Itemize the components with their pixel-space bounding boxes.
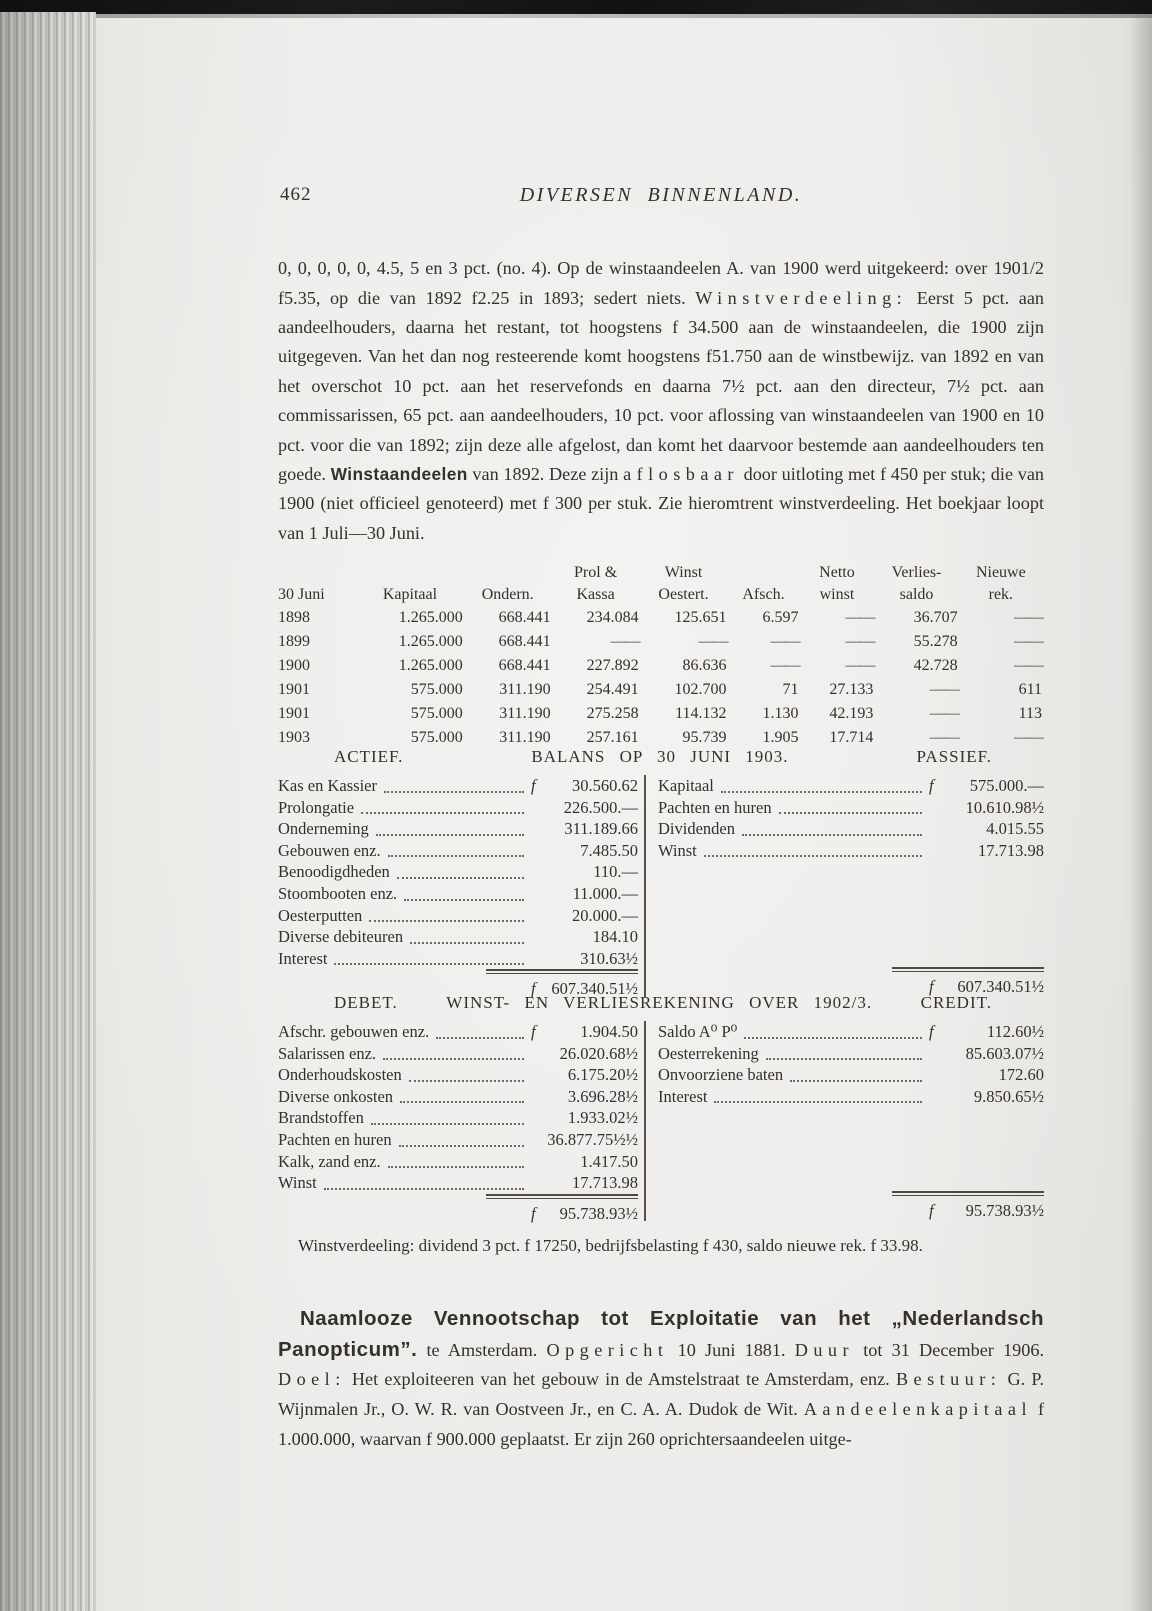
- account-label: Kapitaal: [658, 776, 714, 795]
- dot-leader: [399, 1145, 524, 1147]
- actief-heading: ACTIEF.: [334, 747, 404, 766]
- text-segment: te Amsterdam.: [417, 1339, 547, 1360]
- table-header-cell: [728, 562, 800, 584]
- currency-florin: f: [531, 1022, 536, 1041]
- text-segment: Aandeelenkapitaal: [803, 1398, 1032, 1419]
- table-cell: 234.084: [586, 609, 639, 626]
- dot-leader: [744, 1037, 922, 1039]
- account-label: Prolongatie: [278, 797, 355, 817]
- actief-total-value: 607.340.51½: [551, 979, 638, 999]
- dot-leader: [371, 1123, 524, 1125]
- account-value: 26.020.68½: [559, 1043, 638, 1063]
- table-header-row-bottom: [278, 584, 1044, 606]
- credit-total-value: 95.738.93½: [965, 1201, 1044, 1220]
- table-header-cell: saldo: [899, 586, 934, 603]
- account-label: Onderneming: [278, 819, 369, 839]
- account-label: Winst: [278, 1173, 317, 1193]
- account-label: Saldo A⁰ P⁰: [658, 1022, 738, 1041]
- currency-florin: f: [929, 776, 934, 795]
- table-cell: 668.441: [498, 633, 551, 650]
- table-header-cell: Winst: [664, 564, 703, 581]
- table-header-cell: Kapitaal: [382, 586, 438, 603]
- account-value: 10.610.98½: [965, 797, 1044, 817]
- table-cell: 114.132: [675, 705, 727, 722]
- total-rule: [486, 969, 638, 974]
- table-cell: 42.193: [829, 705, 874, 722]
- masthead: [278, 184, 1044, 214]
- text-segment: door uitloting met f 450 per stuk; die van 1900 (niet officieel genoteerd) met f 300 per stuk. Zie hieromtrent winstverdeeling. Het boekjaar loopt van 1 Juli—30 Juni.: [278, 464, 1044, 543]
- credit-heading: CREDIT.: [920, 993, 992, 1012]
- dot-leader: [397, 877, 524, 879]
- dot-leader: [742, 834, 922, 836]
- account-row: [658, 1064, 1044, 1086]
- table-cell: 125.651: [674, 609, 727, 626]
- account-row: [278, 818, 638, 840]
- dot-leader: [361, 812, 524, 814]
- table-header-cell: Nieuwe: [975, 564, 1026, 581]
- account-row: [278, 840, 638, 862]
- table-row: [278, 630, 1044, 654]
- account-value: 17.713.98: [572, 1173, 638, 1193]
- table-cell: 254.491: [586, 681, 639, 698]
- table-cell: 102.700: [674, 681, 727, 698]
- table-cell: ——: [929, 681, 958, 698]
- dot-leader: [409, 1080, 524, 1082]
- table-cell: 1.130: [762, 705, 799, 722]
- account-row: [278, 883, 638, 905]
- account-label: Pachten en huren: [278, 1129, 392, 1149]
- table-cell: ——: [845, 657, 874, 674]
- dot-leader: [388, 855, 524, 857]
- account-value: 20.000.—: [572, 905, 638, 925]
- dot-leader: [721, 791, 922, 793]
- account-value: 3.696.28½: [567, 1086, 638, 1106]
- account-row: [278, 1129, 638, 1151]
- account-row: [278, 1043, 638, 1065]
- profit-loss-body: [278, 1021, 1044, 1221]
- table-cell: ——: [610, 633, 639, 650]
- table-header-cell: rek.: [988, 586, 1014, 603]
- table-cell: 575.000: [410, 729, 463, 746]
- table-cell: 1.265.000: [398, 657, 463, 674]
- credit-total: [658, 1191, 1044, 1221]
- dot-leader: [376, 834, 524, 836]
- dot-leader: [790, 1080, 922, 1082]
- account-label: Gebouwen enz.: [278, 840, 381, 860]
- currency-florin: f: [531, 1203, 536, 1223]
- account-value: 9.850.65½: [973, 1086, 1044, 1106]
- account-row: [278, 797, 638, 819]
- account-row: [658, 818, 1044, 840]
- table-row: [278, 678, 1044, 702]
- table-cell: 611: [1018, 681, 1042, 698]
- account-value: 6.175.20½: [567, 1065, 638, 1085]
- credit-column: [644, 1021, 1044, 1221]
- account-row: [658, 1021, 1044, 1043]
- table-cell: 575.000: [410, 705, 463, 722]
- debet-total: [278, 1194, 638, 1224]
- account-value: 7.485.50: [580, 840, 638, 860]
- table-row: [278, 654, 1044, 678]
- account-row: [658, 1043, 1044, 1065]
- table-cell: 1901: [278, 681, 310, 698]
- account-value: 310.63½: [580, 948, 638, 968]
- account-row: [278, 775, 638, 797]
- text-segment: 0, 0, 0, 0, 0, 4.5, 5 en 3 pct. (no. 4). Op de winstaandeelen A. van 1900 werd uitgekeerd: over 1901/2 f5.35, op die van 1892 f2.25 in 1893; sedert niets.: [278, 258, 1044, 308]
- account-row: [278, 1086, 638, 1108]
- table-cell: 1898: [278, 609, 310, 626]
- table-cell: ——: [1014, 657, 1042, 674]
- account-value: 11.000.—: [572, 883, 638, 903]
- page-number: 462: [280, 184, 312, 205]
- dot-leader: [384, 791, 524, 793]
- total-rule: [892, 1191, 1044, 1196]
- account-label: Oesterputten: [278, 905, 363, 925]
- passief-heading: PASSIEF.: [916, 747, 992, 766]
- account-value: 4.015.55: [986, 819, 1044, 839]
- total-rule: [486, 1194, 638, 1199]
- account-value: 226.500.—: [563, 797, 638, 817]
- account-row: [658, 840, 1044, 862]
- account-value: 30.560.62: [572, 776, 638, 795]
- dot-leader: [404, 899, 524, 901]
- table-cell: 227.892: [586, 657, 639, 674]
- text-segment: van 1892. Deze zijn: [467, 464, 624, 485]
- balance-body: [278, 775, 1044, 997]
- text-segment: f 1.000.000, waarvan f 900.000 geplaatst. Er zijn 260 oprichtersaandeelen uitge-: [278, 1398, 1044, 1449]
- table-header-cell: [465, 562, 553, 584]
- table-header-cell: winst: [819, 586, 855, 603]
- text-segment: Eerst 5 pct. aan aandeelhouders, daarna het restant, tot hoogstens f 34.500 aan de winstaandeelen, die 1900 zijn uitgegeven. Van het dan nog resteerende komt hoogstens f51.750 aan de winstbewijz. van 1892 en van het overschot 10 pct. aan het reservefonds en daarna 7½ pct. aan den directeur, 7½ pct. aan commissarissen, 65 pct. aan aandeelhouders, 10 pct. voor aflossing van winstaandeelen van 1900 en 10 pct. voor die van 1892; zijn deze alle afgelost, dan komt het daarvoor bestemde aan aandeelhouders ten goede.: [278, 287, 1045, 485]
- table-cell: ——: [770, 633, 799, 650]
- text-segment: Winstaandeelen: [330, 464, 468, 485]
- table-header-cell: Netto: [819, 564, 855, 581]
- table-cell: 42.728: [913, 657, 958, 674]
- text-segment: aflosbaar: [623, 464, 739, 485]
- actief-column: [278, 775, 644, 997]
- table-cell: ——: [1014, 633, 1042, 650]
- table-cell: 311.190: [499, 729, 551, 746]
- dot-leader: [324, 1188, 524, 1190]
- text-segment: Naamlooze Vennootschap tot Exploitatie van het „Nederlandsch Panopticum”.: [278, 1307, 1044, 1361]
- account-row: [658, 775, 1044, 797]
- debet-heading: DEBET.: [334, 993, 398, 1012]
- page-title: DIVERSEN BINNENLAND.: [519, 184, 803, 206]
- credit-rows: [658, 1021, 1044, 1107]
- table-header-cell: 30 Juni: [278, 586, 325, 603]
- table-header-cell: Ondern.: [481, 586, 534, 603]
- text-segment: Bestuur:: [895, 1369, 1002, 1390]
- table-row: [278, 606, 1044, 630]
- company-paragraph: [278, 1304, 1044, 1454]
- page-right-edge-shadow: [1130, 14, 1152, 1611]
- table-cell: ——: [698, 633, 727, 650]
- table-cell: 27.133: [829, 681, 874, 698]
- account-label: Pachten en huren: [658, 797, 772, 817]
- text-segment: tot 31 December 1906.: [854, 1339, 1044, 1360]
- account-value: 17.713.98: [978, 840, 1044, 860]
- passief-rows: [658, 775, 1044, 861]
- table-cell: 36.707: [913, 609, 958, 626]
- account-row: [658, 797, 1044, 819]
- table-cell: 668.441: [498, 609, 551, 626]
- dot-leader: [766, 1058, 922, 1060]
- debet-rows: [278, 1021, 638, 1194]
- table-cell: 55.278: [913, 633, 958, 650]
- table-cell: 86.636: [682, 657, 727, 674]
- currency-florin: f: [531, 979, 536, 999]
- account-row: [278, 1064, 638, 1086]
- table-cell: ——: [1014, 609, 1042, 626]
- text-segment: Duur: [794, 1339, 854, 1360]
- debet-total-value: 95.738.93½: [559, 1203, 638, 1223]
- table-cell: 1.265.000: [398, 633, 463, 650]
- dot-leader: [436, 1037, 524, 1039]
- currency-florin: f: [929, 977, 934, 996]
- table-cell: 1900: [278, 657, 310, 674]
- dot-leader: [704, 855, 922, 857]
- dot-leader: [388, 1166, 524, 1168]
- account-value: 1.904.50: [580, 1022, 638, 1041]
- dot-leader: [383, 1058, 524, 1060]
- text-segment: 10 Juni 1881.: [668, 1339, 795, 1360]
- account-label: Salarissen enz.: [278, 1043, 377, 1063]
- table-cell: 668.441: [498, 657, 551, 674]
- table-cell: 275.258: [586, 705, 639, 722]
- book-page-stack-edge: [0, 12, 96, 1611]
- table-header-row-top: [278, 562, 1044, 584]
- debet-total-line: [278, 1204, 638, 1224]
- account-value: 112.60½: [986, 1022, 1044, 1041]
- passief-column: [644, 775, 1044, 997]
- dot-leader: [334, 963, 524, 965]
- text-segment: Het exploiteeren van het gebouw in de Amstelstraat te Amsterdam, enz.: [345, 1369, 896, 1390]
- table-header-cell: [278, 562, 357, 584]
- balance-title: BALANS OP 30 JUNI 1903.: [531, 747, 789, 766]
- account-value: 1.417.50: [580, 1151, 638, 1171]
- debet-column: [278, 1021, 644, 1221]
- account-row: [278, 926, 638, 948]
- table-cell: ——: [929, 729, 958, 746]
- account-value: 311.189.66: [564, 819, 638, 839]
- account-row: [278, 948, 638, 970]
- account-row: [278, 1107, 638, 1129]
- table-header-cell: Kassa: [576, 586, 615, 603]
- table-body: [278, 606, 1044, 750]
- account-row: [278, 1151, 638, 1173]
- table-cell: 6.597: [762, 609, 799, 626]
- table-cell: 1.265.000: [398, 609, 463, 626]
- table-cell: 113: [1018, 705, 1042, 722]
- table-cell: 311.190: [499, 681, 551, 698]
- account-value: 1.933.02½: [567, 1108, 638, 1128]
- table-cell: 95.739: [682, 729, 727, 746]
- table-header-cell: Afsch.: [742, 586, 785, 603]
- account-value: 110.—: [593, 862, 638, 882]
- passief-total-value: 607.340.51½: [957, 977, 1044, 996]
- table-header-cell: Prol &: [574, 564, 618, 581]
- account-value: 36.877.75½½: [547, 1129, 638, 1149]
- credit-total-line: [658, 1201, 1044, 1221]
- profit-loss-header: [278, 992, 1044, 1014]
- account-label: Afschr. gebouwen enz.: [278, 1022, 430, 1041]
- account-value: 184.10: [592, 927, 638, 947]
- table-cell: 1901: [278, 705, 310, 722]
- account-value: 575.000.—: [969, 776, 1044, 795]
- table-cell: 71: [782, 681, 799, 698]
- actief-rows: [278, 775, 638, 969]
- distribution-paragraph: Winstverdeeling: dividend 3 pct. f 17250, bedrijfsbelasting f 430, saldo nieuwe rek. f 33.98.: [298, 1236, 923, 1255]
- currency-florin: f: [929, 1022, 934, 1041]
- table-cell: ——: [845, 609, 874, 626]
- account-row: [658, 1086, 1044, 1108]
- account-row: [278, 1021, 638, 1043]
- account-label: Stoombooten enz.: [278, 883, 398, 903]
- table-cell: 311.190: [499, 705, 551, 722]
- account-label: Diverse debiteuren: [278, 927, 404, 947]
- total-rule: [892, 967, 1044, 972]
- table-cell: ——: [770, 657, 799, 674]
- table-cell: 17.714: [829, 729, 874, 746]
- account-label: Interest: [278, 948, 328, 968]
- intro-paragraph: [278, 254, 1044, 548]
- account-label: Kalk, zand enz.: [278, 1151, 381, 1171]
- dot-leader: [400, 1101, 524, 1103]
- currency-florin: f: [531, 776, 536, 795]
- account-label: Brandstoffen: [278, 1108, 364, 1128]
- table-cell: ——: [845, 633, 874, 650]
- dot-leader: [714, 1101, 922, 1103]
- account-value: 85.603.07½: [965, 1043, 1044, 1063]
- profit-loss-statement: [278, 992, 1044, 1221]
- table-cell: 1903: [278, 729, 310, 746]
- account-row: [278, 861, 638, 883]
- account-label: Winst: [658, 840, 697, 860]
- currency-florin: f: [929, 1201, 934, 1220]
- table-cell: ——: [1014, 729, 1042, 746]
- table-cell: 1899: [278, 633, 310, 650]
- account-row: [278, 905, 638, 927]
- account-value: 172.60: [998, 1065, 1044, 1085]
- table-cell: 257.161: [586, 729, 639, 746]
- table-header-cell: Verlies-: [891, 564, 942, 581]
- dot-leader: [369, 920, 524, 922]
- balance-statement: [278, 746, 1044, 997]
- account-label: Dividenden: [658, 819, 735, 839]
- text-segment: Opgericht: [546, 1339, 669, 1360]
- table-header-cell: [357, 562, 464, 584]
- account-label: Benoodigdheden: [278, 862, 390, 882]
- dot-leader: [410, 942, 524, 944]
- table-row: [278, 702, 1044, 726]
- text-segment: Winstverdeeling:: [695, 287, 908, 308]
- table-header-cell: Oestert.: [658, 586, 709, 603]
- account-label: Onderhoudskosten: [278, 1065, 402, 1085]
- table-cell: 575.000: [410, 681, 463, 698]
- account-row: [278, 1172, 638, 1194]
- account-label: Onvoorziene baten: [658, 1065, 784, 1085]
- table-cell: ——: [929, 705, 958, 722]
- text-segment: Doel:: [278, 1369, 346, 1390]
- account-label: Kas en Kassier: [278, 776, 377, 795]
- scan-top-shadow: [0, 0, 1152, 14]
- account-label: Oesterrekening: [658, 1043, 759, 1063]
- overview-table: [278, 562, 1044, 750]
- profit-loss-title: WINST- EN VERLIESREKENING OVER 1902/3.: [446, 993, 873, 1012]
- table-cell: 1.905: [762, 729, 799, 746]
- text-segment: G. P. Wijnmalen Jr., O. W. R. van Oostveen Jr., en C. A. A. Dudok de Wit.: [278, 1369, 1045, 1419]
- account-label: Diverse onkosten: [278, 1086, 394, 1106]
- balance-header: [278, 746, 1044, 768]
- account-label: Interest: [658, 1086, 708, 1106]
- dot-leader: [779, 812, 922, 814]
